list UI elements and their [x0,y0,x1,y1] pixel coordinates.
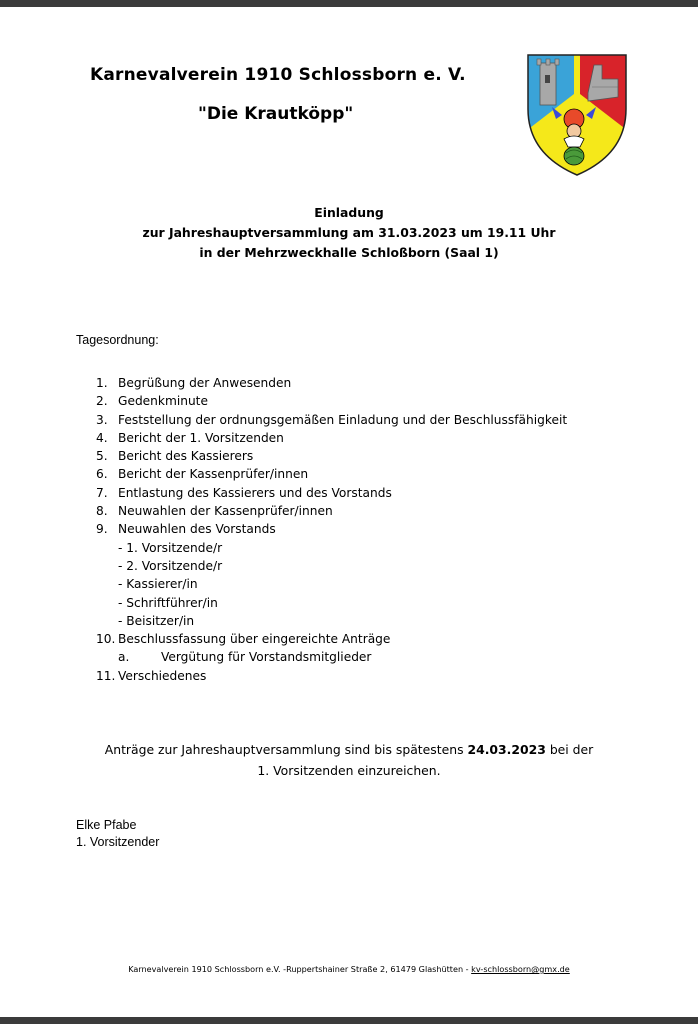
agenda-item-number: 10. [96,632,116,647]
agenda-item-text: Beschlussfassung über eingereichte Anträge [118,632,391,647]
signature-block [76,817,159,851]
agenda-label: Tagesordnung: [76,333,159,347]
agenda-item-number: 8. [96,504,108,519]
agenda-item-number: 2. [96,394,108,409]
document-page [0,7,698,1017]
invitation-date-line: zur Jahreshauptversammlung am 31.03.2023 um 19.11 Uhr [142,225,556,240]
agenda-item-number: 11. [96,668,116,683]
agenda-item-text: Feststellung der ordnungsgemäßen Einladung und der Beschlussfähigkeit [118,412,568,427]
agenda-item-number: 3. [96,412,108,427]
footer-address: Karnevalverein 1910 Schlossborn e.V. -Ruppertshainer Straße 2, 61479 Glashütten - [128,964,472,974]
agenda-item-text: Verschiedenes [118,668,207,683]
agenda-item-number: 7. [96,485,108,500]
deadline-note-line2: 1. Vorsitzenden einzureichen. [257,763,441,778]
agenda-item-number: 5. [96,449,108,464]
agenda-item [0,392,698,410]
agenda-item [0,484,698,502]
agenda-item [0,447,698,465]
deadline-date: 24.03.2023 [467,742,546,757]
signatory-name: Elke Pfabe [76,818,137,832]
agenda-item-text: Neuwahlen der Kassenprüfer/innen [118,504,333,519]
agenda-item-number: 4. [96,430,108,445]
agenda-sub-item-text: - 2. Vorsitzende/r [118,558,223,573]
agenda-item-number: 9. [96,522,108,537]
agenda-item [0,667,698,685]
agenda-sub-item-text: Vergütung für Vorstandsmitglieder [161,650,372,665]
agenda-item [0,429,698,447]
signatory-role: 1. Vorsitzender [76,835,160,849]
deadline-note [0,739,698,781]
agenda-item-text: Bericht der Kassenprüfer/innen [118,467,309,482]
invitation-location-line: in der Mehrzweckhalle Schloßborn (Saal 1) [199,245,499,260]
agenda-sub-item [0,612,698,630]
agenda-item-number: 6. [96,467,108,482]
agenda-item-text: Bericht der 1. Vorsitzenden [118,430,284,445]
agenda-sub-item [0,539,698,557]
agenda-item [0,411,698,429]
club-name-heading: Karnevalverein 1910 Schlossborn e. V. [90,65,466,85]
agenda-item-text: Gedenkminute [118,394,208,409]
agenda-item-text: Bericht des Kassierers [118,449,254,464]
agenda-sub-item-text: - Beisitzer/in [118,613,195,628]
agenda-sub-item [0,594,698,612]
agenda-item [0,520,698,538]
page-footer [0,964,698,974]
agenda-item-text: Neuwahlen des Vorstands [118,522,276,537]
invitation-heading: Einladung [314,205,384,220]
agenda-item-text: Entlastung des Kassierers und des Vorstands [118,485,392,500]
agenda-sub-item-text: - 1. Vorsitzende/r [118,540,223,555]
agenda-item [0,502,698,520]
club-nickname-heading: "Die Krautköpp" [198,104,354,124]
agenda-item-number: 1. [96,376,108,390]
agenda-item [0,374,698,392]
agenda-sub-item-text: - Schriftführer/in [118,595,218,610]
footer-email-link[interactable]: kv-schlossborn@gmx.de [471,964,570,974]
agenda-sub-item [0,575,698,593]
agenda-item [0,630,698,648]
agenda-item [0,465,698,483]
agenda-sub-item-letter: a. [118,650,130,665]
agenda-sub-item [0,557,698,575]
agenda-list [0,374,698,685]
invitation-block [0,203,698,263]
agenda-item-text: Begrüßung der Anwesenden [118,376,292,390]
agenda-sub-item [0,648,698,666]
club-crest-logo [522,49,632,179]
deadline-note-prefix: Anträge zur Jahreshauptversammlung sind bis spätestens [104,742,468,757]
agenda-sub-item-text: - Kassierer/in [118,577,198,592]
deadline-note-suffix: bei der [545,742,594,757]
